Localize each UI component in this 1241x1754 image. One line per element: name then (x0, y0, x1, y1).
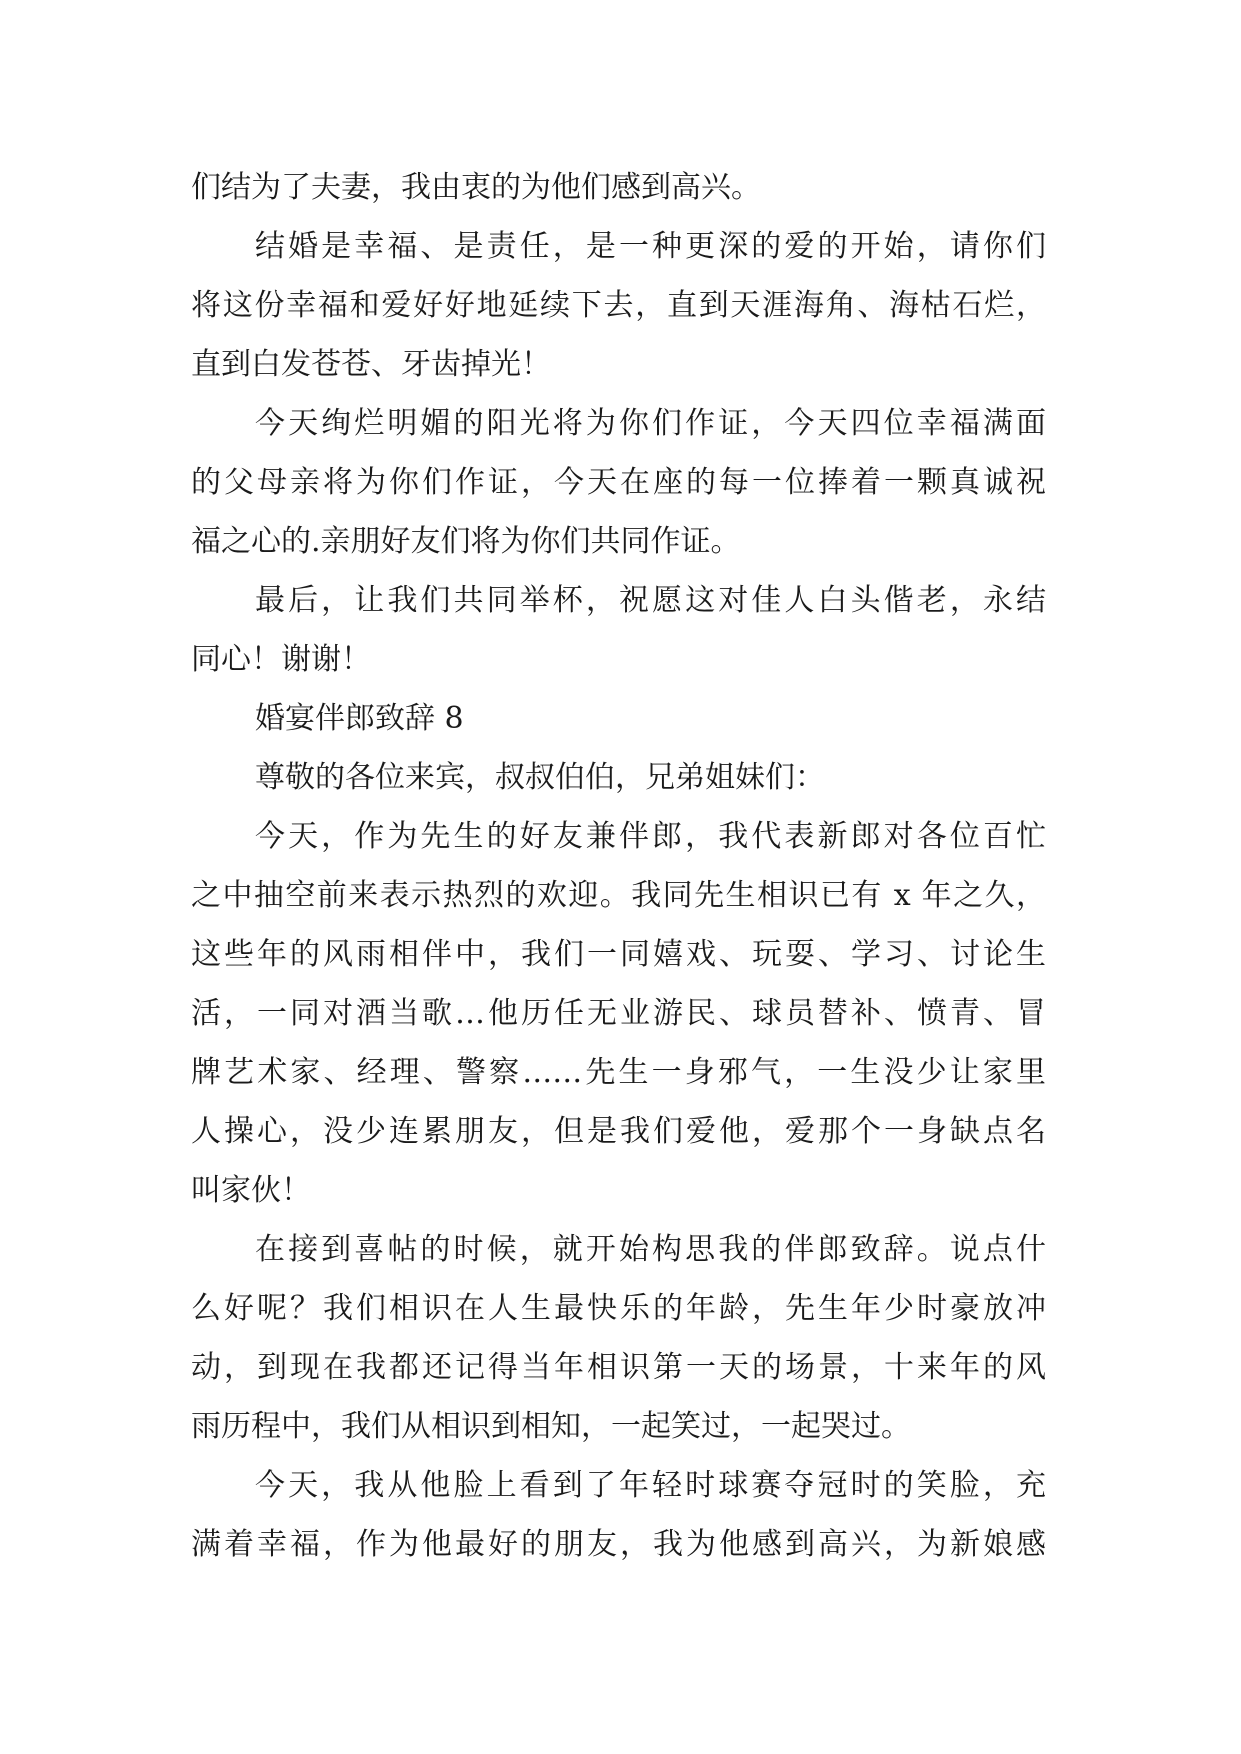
text-line: 尊敬的各位来宾，叔叔伯伯，兄弟姐妹们： (255, 760, 825, 795)
text-line: 人操心，没少连累朋友，但是我们爱他，爱那个一身缺点名 (191, 1114, 1046, 1149)
text-line: 最后，让我们共同举杯，祝愿这对佳人白头偕老，永结 (255, 583, 1046, 618)
section-heading: 婚宴伴郎致辞 8 (255, 701, 464, 736)
text-line: 今天，我从他脸上看到了年轻时球赛夺冠时的笑脸，充 (255, 1468, 1046, 1503)
text-line: 直到白发苍苍、牙齿掉光！ (191, 347, 551, 382)
text-line: 在接到喜帖的时候，就开始构思我的伴郎致辞。说点什 (255, 1232, 1046, 1267)
text-line: 的父母亲将为你们作证，今天在座的每一位捧着一颗真诚祝 (191, 465, 1046, 500)
text-line: 同心！谢谢！ (191, 642, 371, 677)
text-line: 牌艺术家、经理、警察……先生一身邪气，一生没少让家里 (191, 1055, 1046, 1090)
text-line: 结婚是幸福、是责任，是一种更深的爱的开始，请你们 (255, 229, 1046, 264)
text-line: 动，到现在我都还记得当年相识第一天的场景，十来年的风 (191, 1350, 1046, 1385)
text-line: 这些年的风雨相伴中，我们一同嬉戏、玩耍、学习、讨论生 (191, 937, 1046, 972)
text-line: 今天，作为先生的好友兼伴郎，我代表新郎对各位百忙 (255, 819, 1046, 854)
text-line: 么好呢？我们相识在人生最快乐的年龄，先生年少时豪放冲 (191, 1291, 1046, 1326)
text-line: 将这份幸福和爱好好地延续下去，直到天涯海角、海枯石烂， (191, 288, 1046, 323)
text-line: 们结为了夫妻，我由衷的为他们感到高兴。 (191, 170, 761, 205)
text-line: 满着幸福，作为他最好的朋友，我为他感到高兴，为新娘感 (191, 1527, 1046, 1562)
text-line: 活，一同对酒当歌…他历任无业游民、球员替补、愤青、冒 (191, 996, 1046, 1031)
text-line: 之中抽空前来表示热烈的欢迎。我同先生相识已有 x 年之久， (191, 878, 1046, 913)
text-line: 福之心的.亲朋好友们将为你们共同作证。 (191, 524, 741, 559)
text-line: 叫家伙！ (191, 1173, 311, 1208)
text-line: 雨历程中，我们从相识到相知，一起笑过，一起哭过。 (191, 1409, 911, 1444)
text-line: 今天绚烂明媚的阳光将为你们作证，今天四位幸福满面 (255, 406, 1046, 441)
